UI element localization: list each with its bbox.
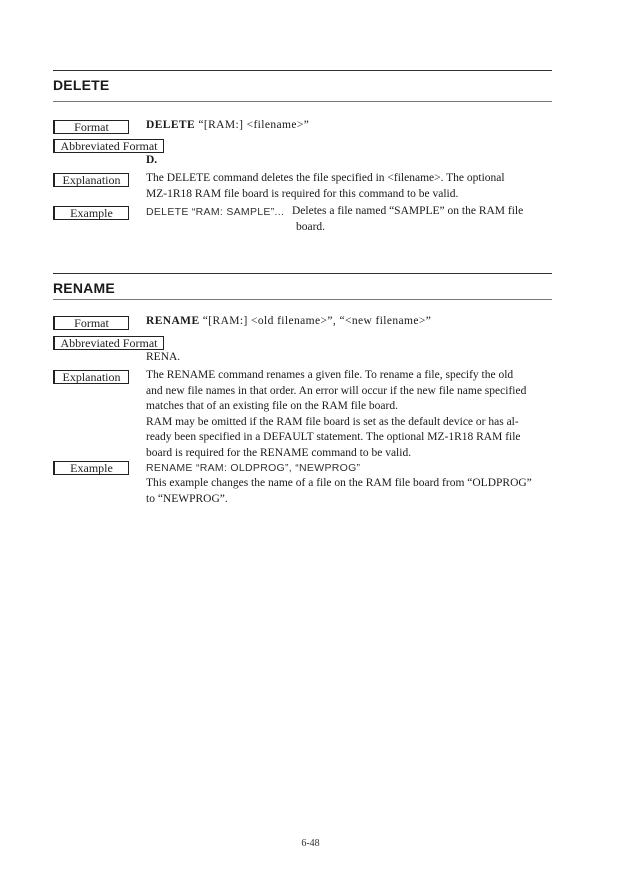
example-desc-line: This example changes the name of a file on the RAM file board from “OLDPROG” (146, 477, 532, 489)
explanation-line: matches that of an existing file on the RAM file board. (146, 400, 398, 412)
explanation-line: ready been specified in a DEFAULT statement. The optional MZ-1R18 RAM file (146, 431, 521, 443)
explanation-line: The RENAME command renames a given file. To rename a file, specify the old (146, 369, 514, 381)
format-syntax (146, 118, 309, 134)
example-description (146, 476, 556, 507)
command-args: “[RAM:] <old filename>”, “<new filename>” (199, 315, 432, 327)
abbreviated-format-label: Abbreviated Format (53, 336, 164, 350)
example-desc-line: Deletes a file named “SAMPLE” on the RAM file (292, 205, 524, 217)
example-code: DELETE “RAM: SAMPLE”... (146, 206, 285, 218)
explanation-line: board is required for the RENAME command to be valid. (146, 446, 412, 459)
abbreviated-format-label: Abbreviated Format (53, 139, 164, 153)
section-rule-bottom-rename (53, 299, 552, 300)
command-name: DELETE (146, 119, 196, 131)
explanation-line: RAM may be omitted if the RAM file board is set as the default device or has al- (146, 415, 519, 428)
section-heading-delete: DELETE (53, 77, 110, 93)
command-args: “[RAM:] <filename>” (195, 119, 310, 131)
example-desc-line: board. (296, 220, 326, 233)
command-name: RENAME (146, 315, 200, 327)
explanation-line: and new file names in that order. An error will occur if the new file name specified (146, 384, 527, 397)
explanation-line: The DELETE command deletes the file specified in <filename>. The optional (146, 172, 505, 184)
abbreviated-value: D. (146, 154, 158, 166)
example-label: Example (53, 461, 129, 475)
format-label: Format (53, 120, 129, 134)
abbreviated-value: RENA. (146, 351, 181, 363)
section-heading-rename: RENAME (53, 280, 115, 296)
format-syntax (146, 314, 431, 330)
explanation-label: Explanation (53, 370, 129, 384)
explanation-text (146, 171, 556, 202)
format-label: Format (53, 316, 129, 330)
example-code: RENAME “RAM: OLDPROG”, “NEWPROG” (146, 462, 361, 474)
example-description (292, 204, 557, 235)
example-label: Example (53, 206, 129, 220)
example-desc-line: to “NEWPROG”. (146, 492, 228, 505)
section-rule-bottom-delete (53, 101, 552, 102)
section-rule-top-rename (53, 273, 552, 274)
explanation-label: Explanation (53, 173, 129, 187)
section-rule-top-delete (53, 70, 552, 71)
page-number: 6-48 (301, 838, 320, 849)
explanation-line: MZ-1R18 RAM file board is required for this command to be valid. (146, 187, 459, 200)
explanation-text (146, 368, 556, 461)
